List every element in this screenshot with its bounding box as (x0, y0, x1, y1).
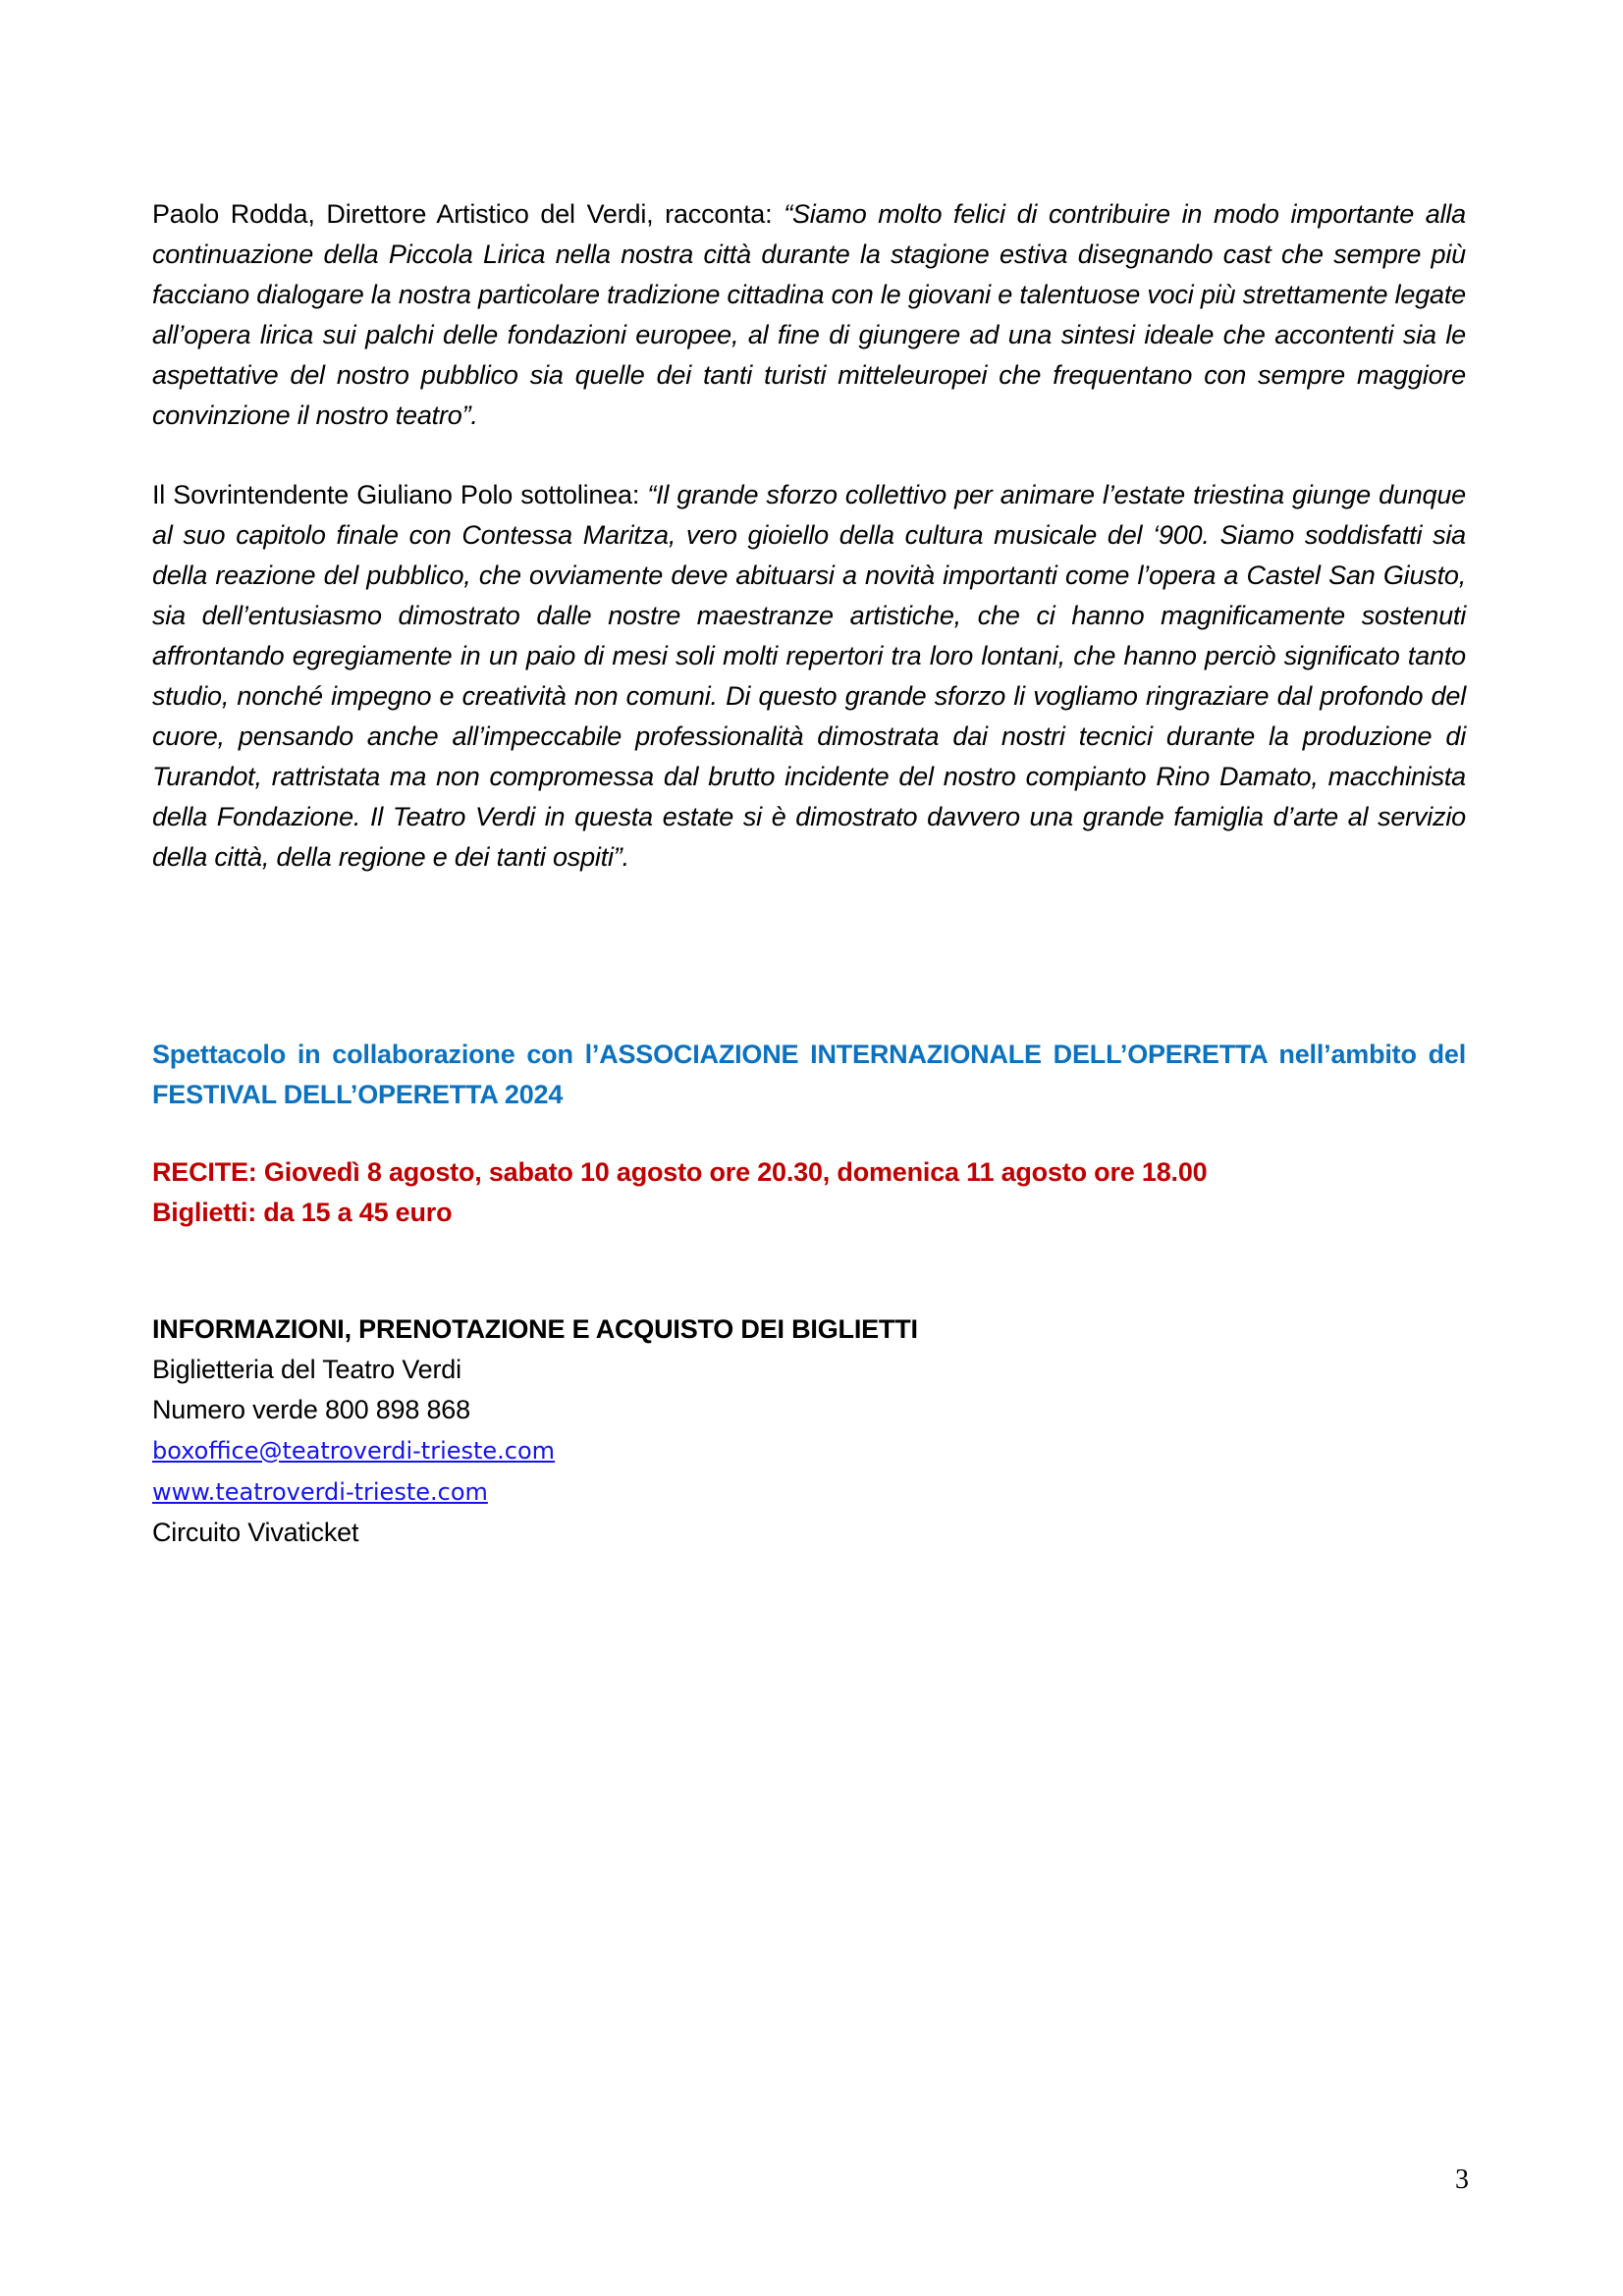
performance-dates: RECITE: Giovedì 8 agosto, sabato 10 agosto ore 20.30, domenica 11 agosto ore 18.00 (152, 1157, 1208, 1187)
ticket-info-block (152, 1309, 1466, 1553)
toll-free-number: Numero verde 800 898 868 (152, 1395, 470, 1424)
paragraph-polo-quote: “Il grande sforzo collettivo per animare l’estate triestina giunge dunque al suo capitolo finale con Contessa Maritza, vero gioiello della cultura musicale del ‘900. Siamo soddisfatti sia della reazione del pubblico, che ovviamente deve abituarsi a novità importanti come l’opera a Castel San Giusto, sia dell’entusiasmo dimostrato dalle nostre maestranze artistiche, che ci hanno magnificamente sostenuti affrontando egregiamente in un paio di mesi soli molti repertori tra loro lontani, che hanno perciò significato tanto studio, nonché impegno e creatività non comuni. Di questo grande sforzo li vogliamo ringraziare dal profondo del cuore, pensando anche all’impeccabile professionalità dimostrata dai nostri tecnici durante la produzione di Turandot, rattristata ma non compromessa dal brutto incidente del nostro compianto Rino Damato, macchinista della Fondazione. Il Teatro Verdi in questa estate si è dimostrato davvero una grande famiglia d’arte al servizio della città, della regione e dei tanti ospiti”. (152, 480, 1466, 872)
email-link-line (152, 1430, 1466, 1471)
website-link[interactable]: www.teatroverdi-trieste.com (152, 1478, 488, 1506)
page-number: 3 (1455, 2164, 1469, 2195)
paragraph-polo-lead: Il Sovrintendente Giuliano Polo sottolinea: (152, 480, 648, 509)
paragraph-rodda-quote: “Siamo molto felici di contribuire in modo importante alla continuazione della Piccola Lirica nella nostra città durante la stagione estiva disegnando cast che sempre più facciano dialogare la nostra particolare tradizione cittadina con le giovani e talentuose voci più strettamente legate all’opera lirica sui palchi delle fondazioni europee, al fine di giungere ad una sintesi ideale che accontenti sia le aspettative del nostro pubblico sia quelle dei tanti turisti mitteleuropei che frequentano con sempre maggiore convinzione il nostro teatro”. (152, 199, 1466, 430)
email-link[interactable]: boxoffice@teatroverdi-trieste.com (152, 1437, 556, 1465)
paragraph-polo (152, 475, 1466, 878)
ticket-info-title: INFORMAZIONI, PRENOTAZIONE E ACQUISTO DEI BIGLIETTI (152, 1314, 918, 1344)
paragraph-rodda (152, 194, 1466, 436)
ticket-prices: Biglietti: da 15 a 45 euro (152, 1198, 453, 1227)
paragraph-rodda-lead: Paolo Rodda, Direttore Artistico del Verdi, racconta: (152, 199, 784, 229)
website-link-line (152, 1471, 1466, 1513)
box-office-name: Biglietteria del Teatro Verdi (152, 1355, 461, 1384)
schedule-block (152, 1152, 1466, 1233)
vivaticket-circuit: Circuito Vivaticket (152, 1518, 359, 1547)
collaboration-note: Spettacolo in collaborazione con l’ASSOCIAZIONE INTERNAZIONALE DELL’OPERETTA nell’ambito del FESTIVAL DELL’OPERETTA 2024 (152, 1040, 1466, 1109)
